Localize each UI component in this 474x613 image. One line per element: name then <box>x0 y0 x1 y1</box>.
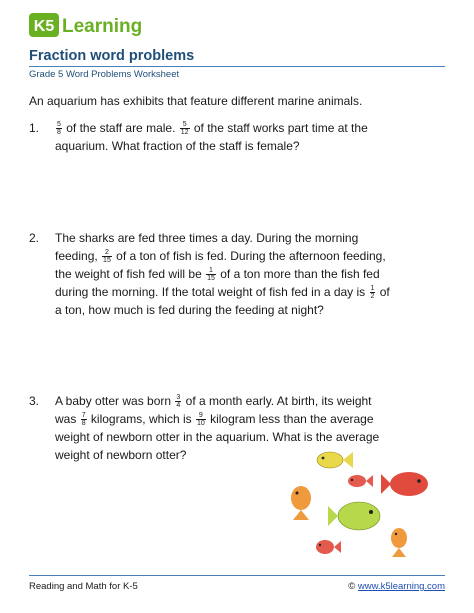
question-2 <box>29 229 390 319</box>
question-text: kilogram less than the average <box>206 412 374 426</box>
yellow-fish-icon <box>317 452 353 468</box>
fraction <box>102 249 112 264</box>
intro-text: An aquarium has exhibits that feature different marine animals. <box>29 94 363 108</box>
numerator: 5 <box>180 121 190 129</box>
numerator: 9 <box>196 412 206 420</box>
copyright-symbol: © <box>348 581 356 592</box>
question-line <box>55 247 390 265</box>
question-line: weight of newborn otter? <box>55 448 187 462</box>
page-subtitle: Grade 5 Word Problems Worksheet <box>29 69 180 80</box>
question-text: kilograms, which is <box>87 412 195 426</box>
question-text: feeding, <box>55 249 102 263</box>
denominator: 2 <box>370 293 375 301</box>
numerator: 1 <box>206 267 216 275</box>
question-line <box>55 392 379 410</box>
question-text: of the staff are male. <box>62 121 179 135</box>
question-1 <box>29 119 368 155</box>
website-link[interactable]: www.k5learning.com <box>357 581 445 592</box>
question-text: of a ton of fish is fed. During the afternoon feeding, <box>112 249 386 263</box>
denominator: 15 <box>207 275 215 283</box>
fraction <box>196 412 206 427</box>
numerator: 5 <box>57 121 61 129</box>
denominator: 10 <box>196 420 205 428</box>
numerator: 7 <box>81 412 86 420</box>
denominator: 4 <box>176 402 181 410</box>
footer-rule <box>29 575 445 576</box>
question-text: of a ton more than the fish fed <box>216 267 380 281</box>
orange-fish-icon <box>291 486 311 520</box>
green-fish-icon <box>328 502 380 530</box>
question-text: during the morning. If the total weight of fish fed in a day is <box>55 285 369 299</box>
numerator: 1 <box>370 285 375 293</box>
question-text: of the staff works part time at the <box>190 121 368 135</box>
question-line <box>55 283 390 301</box>
small-orange-fish-icon <box>391 528 407 557</box>
fraction <box>370 285 376 300</box>
denominator: 15 <box>103 257 111 265</box>
question-number: 2. <box>29 231 40 245</box>
numerator: 2 <box>102 249 112 257</box>
question-number: 1. <box>29 121 40 135</box>
fraction <box>175 394 181 409</box>
denominator: 12 <box>180 129 189 137</box>
large-red-fish-icon <box>381 472 428 496</box>
denominator: 8 <box>57 129 61 137</box>
fraction <box>56 121 62 136</box>
small-red-fish-icon <box>316 540 341 554</box>
numerator: 3 <box>176 394 181 402</box>
red-fish-icon <box>348 475 373 487</box>
question-text: the weight of fish fed will be <box>55 267 206 281</box>
question-line: a ton, how much is fed during the feeding at night? <box>55 303 324 317</box>
fraction <box>206 267 216 282</box>
footer-text: Reading and Math for K-5 <box>29 581 138 592</box>
logo-learning-text: Learning <box>62 16 143 37</box>
question-text: A baby otter was born <box>55 394 175 408</box>
question-line <box>55 119 368 137</box>
fish-illustration <box>285 440 445 565</box>
question-line: The sharks are fed three times a day. During the morning <box>55 231 359 245</box>
fraction <box>180 121 190 136</box>
k5-learning-logo <box>29 12 159 38</box>
question-number: 3. <box>29 394 40 408</box>
header-rule <box>29 66 445 67</box>
logo-k5-text: K5 <box>33 18 55 35</box>
question-text: of a month early. At birth, its weight <box>182 394 372 408</box>
question-line: aquarium. What fraction of the staff is female? <box>55 139 300 153</box>
question-text: of <box>376 285 390 299</box>
page-title: Fraction word problems <box>29 48 195 64</box>
question-line <box>55 265 390 283</box>
question-line <box>55 410 379 428</box>
question-line: weight of newborn otter in the aquarium. What is the average <box>55 430 380 444</box>
fraction <box>81 412 87 427</box>
denominator: 8 <box>81 420 86 428</box>
question-text: was <box>55 412 80 426</box>
footer-right <box>348 581 445 592</box>
